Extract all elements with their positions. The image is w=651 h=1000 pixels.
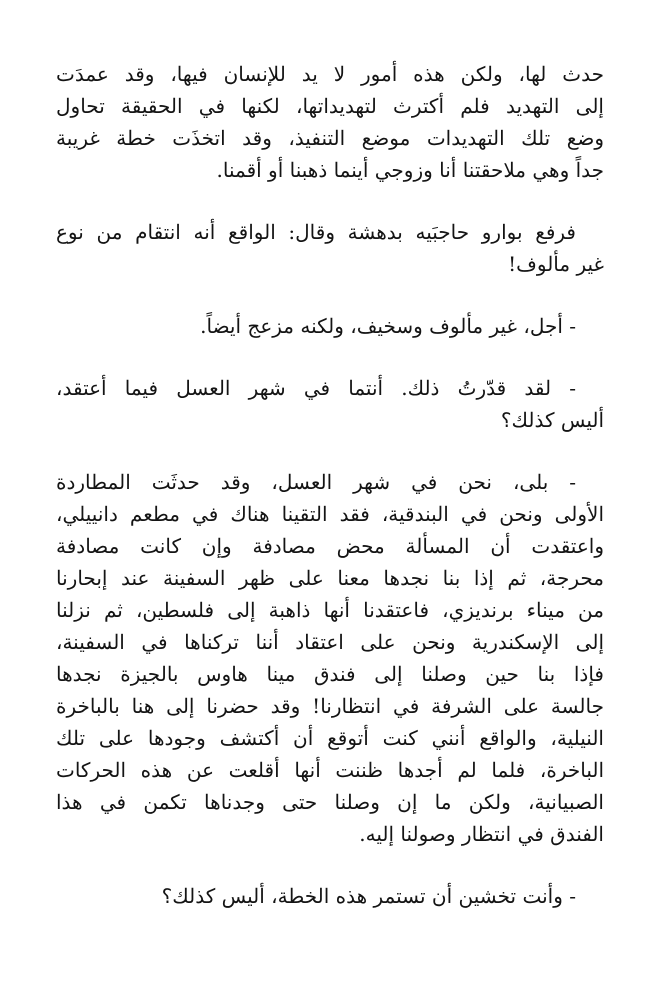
paragraph-2	[56, 216, 604, 280]
text-line: حدث لها، ولكن هذه أمور لا يد للإنسان فيها، وقد عمدَت	[56, 62, 604, 86]
paragraph-5	[56, 466, 604, 850]
text-line: أليس كذلك؟	[500, 408, 604, 432]
text-line: إلى الإسكندرية ونحن على اعتقاد أننا تركناها في السفينة،	[56, 630, 604, 654]
paragraph-6	[56, 880, 604, 912]
text-line: فإذا بنا حين وصلنا إلى فندق مينا هاوس بالجيزة نجدها	[56, 662, 604, 686]
text-line: جالسة على الشرفة في انتظارنا! وقد حضرنا إلى هنا بالباخرة	[56, 694, 604, 718]
text-line: الأولى ونحن في البندقية، فقد التقينا هناك في مطعم دانييلي،	[56, 502, 605, 526]
text-line: - وأنت تخشين أن تستمر هذه الخطة، أليس كذلك؟	[161, 884, 576, 908]
text-line: - لقد قدّرتُ ذلك. أنتما في شهر العسل فيما أعتقد،	[56, 376, 576, 400]
paragraph-3	[56, 310, 604, 342]
text-line: النيلية، والواقع أنني كنت أتوقع أن أكتشف وجودها على تلك	[56, 726, 604, 750]
text-line: إلى التهديد فلم أكترث لتهديداتها، لكنها في الحقيقة تحاول	[56, 94, 604, 118]
paragraph-1	[56, 58, 604, 186]
text-line: وضع تلك التهديدات موضع التنفيذ، وقد اتخذَت خطة غريبة	[56, 126, 604, 150]
text-line: الصبيانية، ولكن ما إن وصلنا حتى وجدناها تكمن في هذا	[56, 790, 604, 814]
book-page	[56, 58, 604, 912]
text-line: فرفع بوارو حاجبَيه بدهشة وقال: الواقع أنه انتقام من نوع	[56, 220, 576, 244]
text-line: الباخرة، فلما لم أجدها ظننت أنها أقلعت عن هذه الحركات	[56, 758, 605, 782]
text-line: من ميناء برنديزي، فاعتقدنا أنها ذاهبة إلى فلسطين، ثم نزلنا	[56, 598, 604, 622]
text-line: غير مألوف!	[508, 252, 604, 276]
text-line: الفندق في انتظار وصولنا إليه.	[359, 822, 604, 846]
text-line: - بلى، نحن في شهر العسل، وقد حدثَت المطاردة	[56, 470, 576, 494]
text-line: واعتقدت أن المسألة محض مصادفة وإن كانت مصادفة	[56, 534, 604, 558]
text-line: - أجل، غير مألوف وسخيف، ولكنه مزعج أيضاً.	[200, 314, 576, 338]
text-line: محرجة، ثم إذا بنا نجدها معنا على ظهر السفينة عند إبحارنا	[56, 566, 604, 590]
text-line: جداً وهي ملاحقتنا أنا وزوجي أينما ذهبنا أو أقمنا.	[216, 158, 604, 182]
paragraph-4	[56, 372, 604, 436]
